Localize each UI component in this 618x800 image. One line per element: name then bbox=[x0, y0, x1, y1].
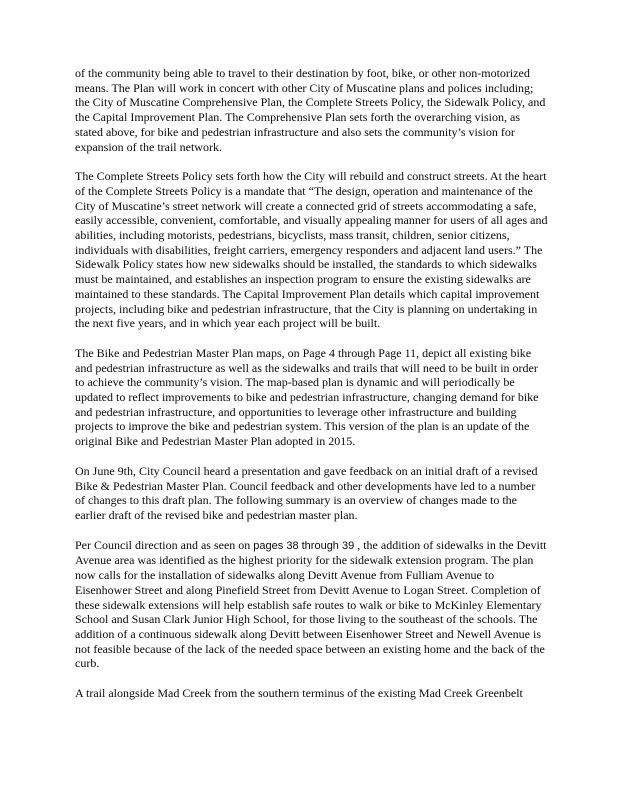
paragraph-trail-vision: of the community being able to travel to their destination by foot, bike, or other non-motorized means. The Plan will work in concert with other City of Muscatine plans and polices including; the City of Muscatine Comprehensive Plan, the Complete Streets Policy, the Sidewalk Policy, and the Capital Improvement Plan. The Comprehensive Plan sets forth the overarching vision, as stated above, for bike and pedestrian infrastructure and also sets the community’s vision for expansion of the trail network. bbox=[75, 66, 546, 154]
paragraph-master-plan-maps: The Bike and Pedestrian Master Plan maps, on Page 4 through Page 11, depict all existing bike and pedestrian infrastructure as well as the sidewalks and trails that will need to be built in order to achieve the community’s vision. The map-based plan is dynamic and will periodically be updated to reflect improvements to bike and pedestrian infrastructure, changing demand for bike and pedestrian infrastructure, and opportunities to leverage other infrastructure and building projects to improve the bike and pedestrian system. This version of the plan is an update of the original Bike and Pedestrian Master Plan adopted in 2015. bbox=[75, 345, 539, 449]
paragraph-complete-streets-policy: The Complete Streets Policy sets forth how the City will rebuild and construct streets. At the heart of the Complete Streets Policy is a mandate that “The design, operation and maintenance of the City of Muscatine’s street network will create a connected grid of streets accommodating a safe, easily accessible, convenient, comfortable, and visually appealing manner for users of all ages and abilities, including motorists, pedestrians, bicyclists, mass transit, children, senior citizens, individuals with disabilities, freight carriers, emergency responders and adjacent land users.” The Sidewalk Policy states how new sidewalks should be installed, the standards to which sidewalks must be maintained, and establishes an inspection program to ensure the existing sidewalks are maintained to these standards. The Capital Improvement Plan details which capital improvement projects, including bike and pedestrian infrastructure, that the City is planning on undertaking in the next five years, and in which year each project will be built. bbox=[75, 169, 548, 331]
devitt-text-after: , the addition of sidewalks in the Devitt Avenue area was identified as the highest priority for the sidewalk extension program. The plan now calls for the installation of sidewalks along Devitt Avenue from Fulliam Avenue to Eisenhower Street and along Pinefield Street from Devitt Avenue to Logan Street. Completion of these sidewalk extensions will help establish safe routes to walk or bike to McKinley Elementary School and Susan Clark Junior High School, for those living to the southeast of the schools. The addition of a continuous sidewalk along Devitt between Eisenhower Street and Newell Avenue is not feasible because of the lack of the needed space between an existing home and the back of the curb. bbox=[75, 537, 547, 671]
pages-cross-reference: pages 38 through 39 bbox=[253, 539, 355, 552]
paragraph-council-feedback: On June 9th, City Council heard a presentation and gave feedback on an initial draft of a revised Bike & Pedestrian Master Plan. Council feedback and other developments have led to a number of changes to this draft plan. The following summary is an overview of changes made to the earlier draft of the revised bike and pedestrian master plan. bbox=[75, 463, 538, 522]
paragraph-mad-creek-trail: A trail alongside Mad Creek from the southern terminus of the existing Mad Creek Greenbelt bbox=[75, 686, 523, 701]
devitt-text-before: Per Council direction and as seen on bbox=[75, 537, 254, 552]
paragraph-devitt-sidewalks bbox=[75, 538, 548, 671]
